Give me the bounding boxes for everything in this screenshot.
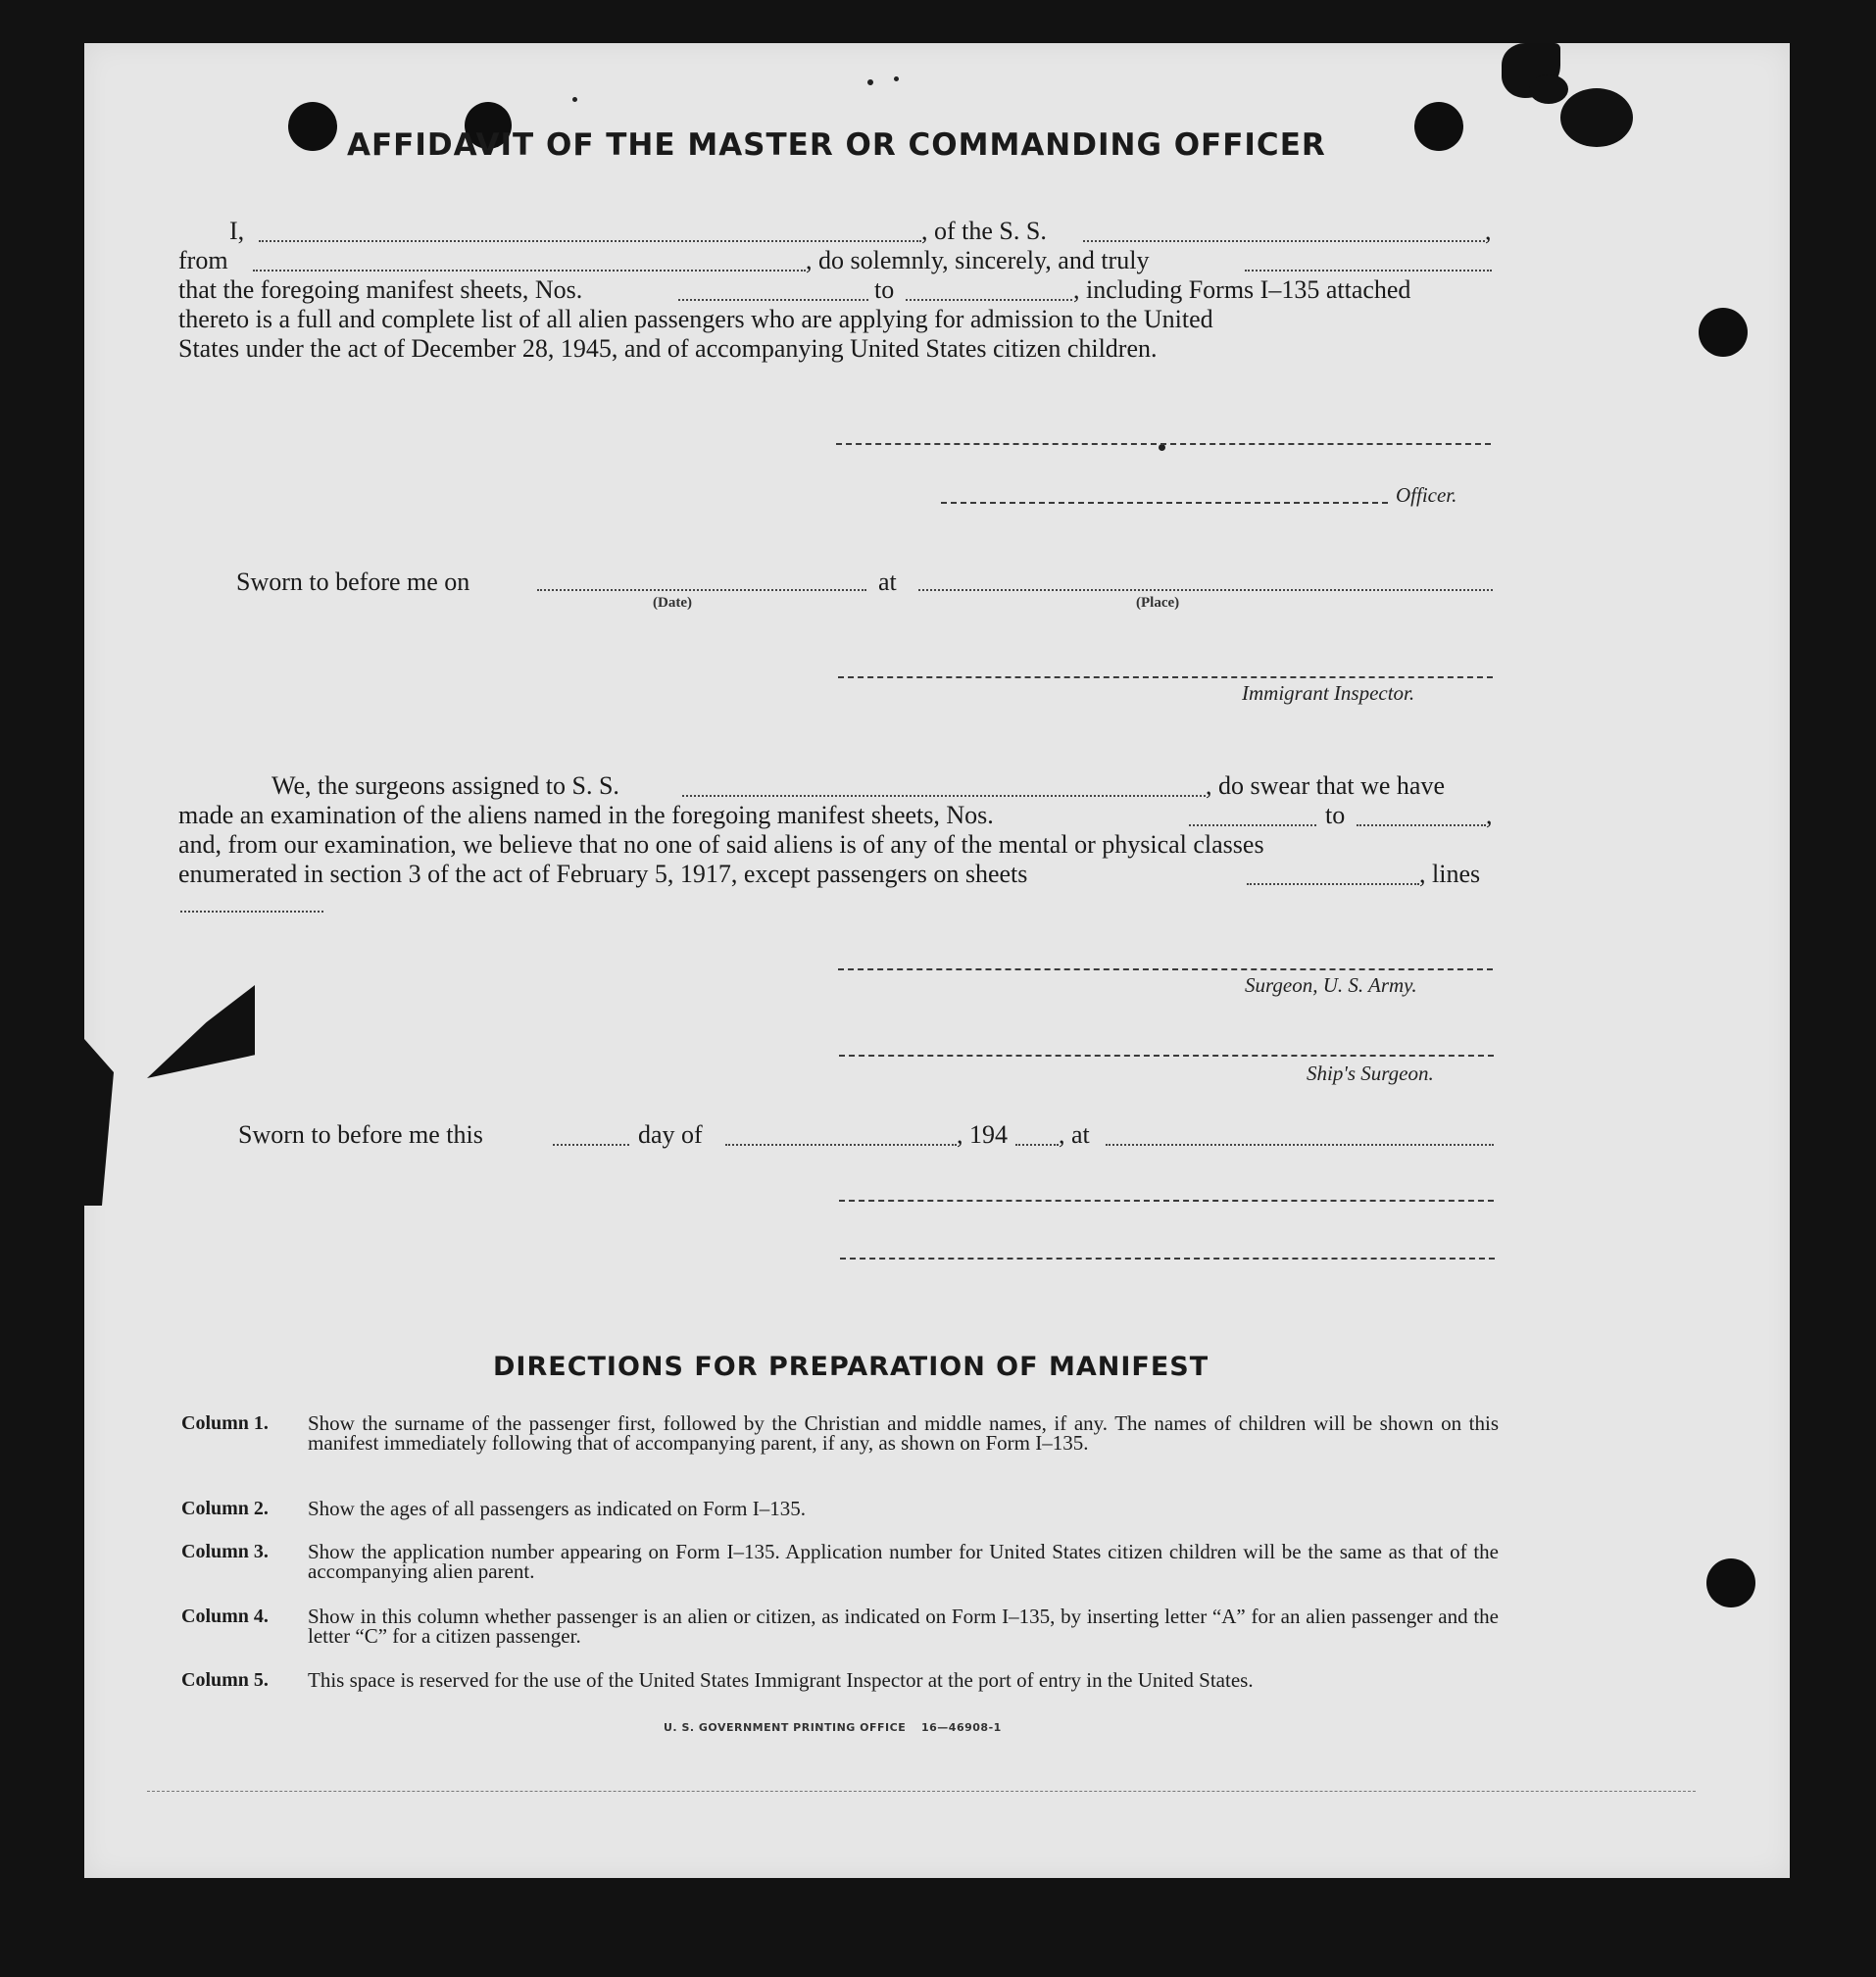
speck bbox=[867, 79, 873, 85]
from-label: from bbox=[178, 246, 228, 274]
including-forms-text: , including Forms I–135 attached bbox=[1073, 275, 1411, 304]
surgeons-line-1a: We, the surgeons assigned to S. S. bbox=[272, 771, 619, 800]
sworn-date-field[interactable] bbox=[537, 589, 866, 591]
directions-title: DIRECTIONS FOR PREPARATION OF MANIFEST bbox=[493, 1352, 1210, 1382]
column-3-label: Column 3. bbox=[181, 1541, 269, 1562]
year-label: , 194 bbox=[957, 1120, 1008, 1149]
punch-hole-right-lower bbox=[1706, 1558, 1755, 1607]
surgeons-line-3: and, from our examination, we believe that no one of said aliens is of any of the mental or physical classes bbox=[178, 830, 1264, 859]
ink-stain-top-right-2 bbox=[1529, 74, 1568, 104]
sworn-month-field[interactable] bbox=[725, 1144, 957, 1146]
ships-surgeon-signature-line[interactable] bbox=[839, 1055, 1494, 1057]
army-surgeon-signature-line[interactable] bbox=[838, 968, 1493, 970]
surgeon-sheet-from-field[interactable] bbox=[1189, 824, 1316, 826]
to-label: to bbox=[874, 275, 895, 304]
sworn-on-label: Sworn to before me on bbox=[236, 568, 470, 596]
officer-name-field[interactable] bbox=[259, 240, 921, 242]
inspector-caption: Immigrant Inspector. bbox=[1242, 681, 1415, 705]
manifest-sheets-text: that the foregoing manifest sheets, Nos. bbox=[178, 275, 583, 304]
army-surgeon-caption: Surgeon, U. S. Army. bbox=[1245, 973, 1417, 997]
affidavit-line-5: States under the act of December 28, 1945, and of accompanying United States citizen children. bbox=[178, 334, 1158, 363]
surgeons-line-4b: , lines bbox=[1419, 860, 1481, 888]
comma: , bbox=[1485, 217, 1492, 245]
punch-hole-right-upper bbox=[1699, 308, 1748, 357]
sworn-this-place-field[interactable] bbox=[1106, 1144, 1494, 1146]
sworn-year-field[interactable] bbox=[1015, 1144, 1059, 1146]
column-1-text: Show the surname of the passenger first, followed by the Christian and middle names, if any. The names of children will be shown on this manifest immediately following that of accompanying parent, if any, as shown on Form I–135. bbox=[308, 1411, 1499, 1455]
column-1-label: Column 1. bbox=[181, 1412, 269, 1434]
bottom-edge-rule bbox=[147, 1791, 1696, 1792]
surgeon-sheet-to-field[interactable] bbox=[1357, 824, 1486, 826]
column-5-label: Column 5. bbox=[181, 1669, 269, 1691]
of-ship-label: , of the S. S. bbox=[921, 217, 1047, 245]
ships-surgeon-caption: Ship's Surgeon. bbox=[1307, 1062, 1434, 1085]
column-3-text: Show the application number appearing on Form I–135. Application number for United States citizen children will be the same as that of the accompanying alien parent. bbox=[308, 1540, 1499, 1583]
affidavit-title: AFFIDAVIT OF THE MASTER OR COMMANDING OFFICER bbox=[347, 127, 1326, 163]
officer-title-line[interactable] bbox=[941, 502, 1388, 504]
column-5-text: This space is reserved for the use of the United States Immigrant Inspector at the port of entry in the United States. bbox=[308, 1668, 1254, 1692]
sheet-from-field[interactable] bbox=[678, 299, 868, 301]
surgeons-line-2-end: , bbox=[1486, 801, 1493, 829]
officer-signature-line[interactable] bbox=[836, 443, 1491, 445]
sworn-place-field[interactable] bbox=[918, 589, 1493, 591]
form-code: 16—46908-1 bbox=[921, 1721, 1002, 1734]
punch-hole-top-left bbox=[288, 102, 337, 151]
sheet-to-field[interactable] bbox=[906, 299, 1072, 301]
sworn-signature-line-1[interactable] bbox=[839, 1200, 1494, 1202]
surgeons-line-4a: enumerated in section 3 of the act of February 5, 1917, except passengers on sheets bbox=[178, 860, 1028, 888]
column-4-label: Column 4. bbox=[181, 1606, 269, 1627]
declare-field[interactable] bbox=[1245, 270, 1492, 272]
punch-hole-top-right bbox=[1414, 102, 1463, 151]
column-4-text: Show in this column whether passenger is an alien or citizen, as indicated on Form I–135, by inserting letter “A” for an alien passenger and the letter “C” for a citizen passenger. bbox=[308, 1605, 1499, 1648]
day-of-label: day of bbox=[638, 1120, 703, 1149]
surgeon-ship-field[interactable] bbox=[682, 795, 1206, 797]
from-port-field[interactable] bbox=[253, 270, 806, 272]
surgeons-to-label: to bbox=[1325, 801, 1346, 829]
sworn-day-field[interactable] bbox=[553, 1144, 629, 1146]
column-2-label: Column 2. bbox=[181, 1498, 269, 1519]
date-caption: (Date) bbox=[653, 595, 692, 611]
speck bbox=[1159, 444, 1165, 451]
i-label: I, bbox=[229, 217, 245, 245]
sworn-at-label: , at bbox=[1059, 1120, 1090, 1149]
column-2-text: Show the ages of all passengers as indicated on Form I–135. bbox=[308, 1497, 806, 1520]
at-label: at bbox=[878, 568, 897, 596]
place-caption: (Place) bbox=[1136, 595, 1180, 611]
affidavit-line-4: thereto is a full and complete list of all alien passengers who are applying for admission to the United bbox=[178, 305, 1213, 333]
sworn-this-label: Sworn to before me this bbox=[238, 1120, 483, 1149]
ink-stain-top-right bbox=[1560, 88, 1633, 147]
officer-caption: Officer. bbox=[1396, 483, 1457, 507]
except-sheets-field[interactable] bbox=[1247, 883, 1419, 885]
speck bbox=[894, 76, 899, 81]
surgeons-line-2a: made an examination of the aliens named in the foregoing manifest sheets, Nos. bbox=[178, 801, 994, 829]
ship-name-field[interactable] bbox=[1083, 240, 1485, 242]
solemnly-text: , do solemnly, sincerely, and truly bbox=[806, 246, 1150, 274]
sworn-signature-line-2[interactable] bbox=[840, 1258, 1495, 1260]
except-lines-field[interactable] bbox=[180, 911, 323, 913]
inspector-signature-line[interactable] bbox=[838, 676, 1493, 678]
surgeons-line-1b: , do swear that we have bbox=[1206, 771, 1446, 800]
printer-imprint: U. S. GOVERNMENT PRINTING OFFICE bbox=[664, 1721, 907, 1734]
speck bbox=[572, 97, 577, 102]
